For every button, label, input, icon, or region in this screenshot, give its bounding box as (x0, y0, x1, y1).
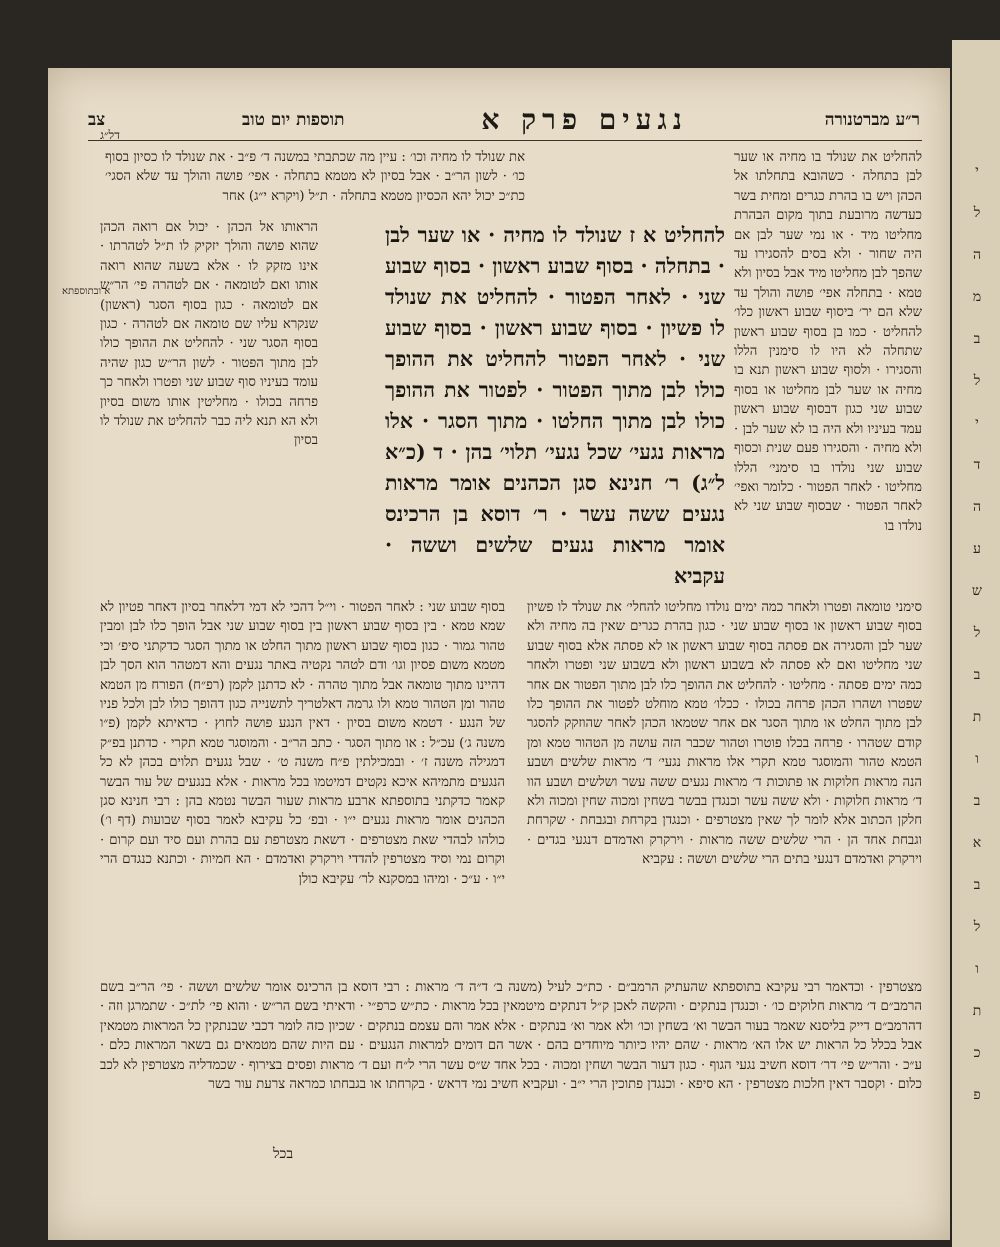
adjacent-page-letter: ת (972, 1003, 982, 1019)
adjacent-page-letter: ד (973, 457, 981, 473)
header-right-title: ר״ע מברטנורה (824, 110, 920, 130)
adjacent-page-letter: ב (973, 793, 981, 809)
catchword: בכל (273, 1146, 294, 1162)
book-page (48, 68, 950, 1240)
mishnah-text: להחליט א ז שנולד לו מחיה · או שער לבן · בתחלה · בסוף שבוע ראשון · בסוף שבוע שני · לאחר הפטור · להחליט את שנולד לו פשיון · בסוף שבוע ראשון · בסוף שבוע שני · לאחר הפטור להחליט את ההופך כולו לבן מתוך הפטור · לפטור את ההופך כולו לבן מתוך החלטו · מתוך הסגר · אלו מראות נגעי׳ שכל נגעי׳ תלוי׳ בהן · ד (כ״א ל״ג) ר׳ חנינא סגן הכהנים אומר מראות נגעים ששה עשר · ר׳ דוסא בן הרכינס אומר מראות נגעים שלשים וששה · עקביא (385, 223, 725, 588)
commentary-top-left-column: את שנולד לו מחיה וכו׳ : עיין מה שכתבתי במשנה ד׳ פ״ב · את שנולד לו כסיון בסוף כו׳ · לשון הר״ב · אבל בסיון לא מטמא בתחלה · אפי׳ פושה והולך עד שלא הסגי׳ כת״כ יכול יהא הכסיון מטמא בתחלה · ת״ל (ויקרא י״ג) אחר (105, 150, 525, 204)
adjacent-page-letter: ו (975, 751, 979, 767)
adjacent-page-letter: ל (973, 205, 981, 221)
header-left-title: תוספות יום טוב (242, 110, 345, 130)
adjacent-page-letter: ב (973, 331, 981, 347)
adjacent-page-letter: ב (973, 667, 981, 683)
running-header (88, 102, 920, 138)
commentary-left-column: הראותו אל הכהן · יכול אם רואה הכהן שהוא פושה והולך יזקיק לו ת״ל לטהרתו · אינו מזקק לו · אלא בשעה שהוא רואה אותו ואם לטומאה · אם לטהרה פי׳ הר״ש אם לטומאה · כגון בסוף הסגר (ראשון) שנקרא עליו שם טומאה אם לטהרה · כגון בסוף הסגר שני · להחליט את ההופך כולו לבן מתוך הפטור · לשון הר״ש כגון שהיה עומד בעיניו סוף שבוע שני ופטרו ולאחר כך פרחה בכולו · מחליטין אותו משום בסיון ולא הא תנא ליה כבר להחליט את שנולד לו בסיון (100, 220, 318, 449)
adjacent-page-letter: כ (973, 1045, 981, 1061)
adjacent-page-letter: א (972, 835, 982, 851)
adjacent-page-letter: י (975, 163, 979, 179)
header-rule (88, 140, 922, 141)
side-note: א ובתוספתא (62, 286, 111, 297)
adjacent-page-letter: ע (973, 541, 981, 557)
adjacent-page-letter: ה (972, 499, 982, 515)
adjacent-page-letter: ה (972, 247, 982, 263)
header-chapter-title: נגעים פרק א (481, 103, 688, 136)
adjacent-page-letter: ב (973, 877, 981, 893)
folio-number: צב (88, 110, 106, 130)
adjacent-page-letter: ל (973, 919, 981, 935)
commentary-right-column: להחליט את שנולד בו מחיה או שער לבן בתחלה · כשהובא בתחלתו אל הכהן ויש בו בהרת כגרים ומחית בשר כעדשה מרובעת בתוך מקום הבהרת מחליטו מיד · או נמי שער לבן אם היה שחור · ולא בסים להסגירו עד שהפך לבן מחליטו מיד אבל בסיון ולא טמא · בתחלה אפי׳ פושה והולך עד שלא הם יר׳ ביסוף שבוע ראשון כלו׳ להחליט · כמו בן בסוף שבוע ראשון שתחלה לא היו לו סימנין הללו והסגירו · ולסוף שבוע ראשון תנא בו מחיה או שער לבן מחליטו או בסוף שבוע שני כגון דבסוף שבוע ראשון עמד בעיניו ולא היה בו לא שער לבן · ולא מחיה · והסגירו פעם שנית וכסוף שבוע שני נולדו בו סימני׳ הללו מחליטו · לאחר הפטור · כלומר ואפי׳ לאחר הפטור · שבסוף שבוע שני לא נולדו בו (734, 150, 922, 534)
commentary-middle-right-column: סימני טומאה ופטרו ולאחר כמה ימים נולדו מחליטו להחלי׳ את שנולד לו פשיון בסוף שבוע ראשון או בסוף שבוע שני · כגון בהרת כגרים שאין בה מחיה ולא שער לבן והסגירה אם פסתה בסוף שבוע ראשון או לא פסתה אלא בסוף שבוע שני מחליטו ואם לא פסתה לא בשבוע ראשון ולא בשבוע שני ופטרו ולאחר כמה ימים פסתה · מחליטו · להחליט את ההופך כלו לבן מתוך הפטור אם אחר שפטרו ושהרו הכהן פרחה בכולו · ככלו׳ טמא מוחלט לפטור את ההופך כלו לבן מתוך החלט או מתוך הסגר אם אחר שטמאו הכהן לאחר שהוזקק להסגר קודם שטהרו · פרחה בכלו פוטרו וטהור שכבר הזה עושה מן הטהור טמא ומן הטמא טהור והמוסגר טמא תקרי אלו מראות נגעי׳ ד׳ מראות שלשים ושבע הנה מראות חלוקות או פתוכות ד׳ מראות נגעים ששה עשר ושלשים ושבע הוו ד׳ מראות חלוקות · ולא ששה עשר וכנגדן בבשר בשחין ומכוה שחין ומכוה ולא חלקן הכתוב אלא לומר לך שאין מצטרפים · וכנגדן בקרחת ובגבחת · שקרחת וגבחת אחד הן · הרי שלשים ששה מראות · וירקרק ואדמדם דנגעי בגדים · וירקרק ואדמדם דנגעי בתים הרי שלשים וששה : עקביא (527, 600, 922, 868)
adjacent-page-letter: ל (973, 373, 981, 389)
adjacent-page-letters (960, 150, 994, 1116)
margin-note: דל״ג (100, 128, 120, 142)
commentary-middle-left-column: בסוף שבוע שני : לאחר הפטור · וי״ל דהכי לא דמי דלאחר בסיון דאחר פטיון לא שמא טמא · בין בסוף שבוע ראשון בין בסוף שבוע שני אבל הופך כלו לבן ומבין טהור גמור · כגון בסוף שבוע ראשון מתוך החלט או מתוך הסגר כדקתני סיפ׳ וכי מטמא משום פסיון וגו׳ ודם לטהר נקטיה באתר נגעים והא דמטהר הוא הסך לבן דהיינו מתוך טומאה אבל מתוך טהרה · לא כדתנן לקמן (רפ״ח) הפורח מן הטמא טהור ומן הטהור טמא ולו גרמה דאלטריך לתשנייה כגון דהופך כולו לבן ולכל פניו של הנגע · דטמא משום בסיון · דאין הנגע פושה לחוץ · כדאיתא לקמן (פ״ו משנה ג׳) עכ״ל : או מתוך הסגר · כתב הר״ב · והמוסגר טמא תקרי · כדתנן בפ״ק דמגילה משנה ז׳ · ובמכילתין פ״ח משנה ט׳ · שבל נגעים תלוים בכהן לא כל הנגעים מתמיהא איכא נקטים דמיטמו בכל מראות · אלא בנגעים של עור הבשר קאמר כדקתני בתוספתא ארבע מראות שעור הבשר נטמא בהן : רבי חנינא סגן הכהנים אומר מראות נגעים י״ו · ובפ׳ כל עקיבא לאמר בסוף שבועות (דף ו׳) כולהו לבהדי שאת מצטרפים · דשאת מצטרפת עם בהרת ועם סיד ועם קרום · וקרום נמי וסיד מצטרפין להדדי וירקרק ואדמדם · הא חמיות · וכתנא כנגדם הרי י״ו · ע״כ · ומיהו במסקנא לר׳ עקיבא כולן (100, 600, 505, 887)
adjacent-page-letter: פ (973, 1087, 981, 1103)
adjacent-page-letter: ל (973, 625, 981, 641)
adjacent-page-letter: ת (972, 709, 982, 725)
commentary-bottom-block: מצטרפין · וכדאמר רבי עקיבא בתוספתא שהעתיק הרמב״ם · כת״כ לעיל (משנה ב׳ ד״ה ד׳ מראות : רבי דוסא בן הרכינס אומר שלשים וששה · פי׳ הר״ב בשם הרמב״ם ד׳ מראות חלוקים כו׳ · וכנגדן בנתקים · והקשה לאכן ק״ל דנתקים מיטמאין בכל מראות · כת״ש כרפ״י · ודאיתי בשם הר״ש · והוא פי׳ לת״כ · שתמרגן וזה · דהרמב״ם דייק בליסנא שאמר בעור הבשר וא׳ בשחין וכו׳ ולא אמר וא׳ בנתקים · אלא אמר והם עצמם בנתקים · שכיון כזה לומר דכבי שבנתקין כל המראות מטמאין אבל בכלל כל הראות יש אלו הא׳ מראות · שהם יהיו כיותר מיוחדים בהם · אשר הם דומים למראות הנגעים · עם היות שהם מטמאים גם בשאר המראות כלם · ע״כ · והר״ש פי׳ דר׳ דוסא חשיב נגעי הגוף · כגון דעור הבשר ושחין ומכוה · בכל אחד ש״ס עשר הרי ל״ח ועם ד׳ מראות ופסים בצירוף · שכמדליה מצטרפין לא לכב כלום · וקסבר דאין חלכות מצטרפין · הא סיפא · וכנגדן פתוכין הרי י״ב · ועקביא חשיב נמי דראש · בקרחתו או בגבחתו כמראה צרעת עור בשר (100, 980, 922, 1093)
adjacent-page-letter: מ (972, 289, 982, 305)
adjacent-page-letter: ו (975, 961, 979, 977)
adjacent-page-letter: ש (972, 583, 982, 599)
adjacent-page-letter: י (975, 415, 979, 431)
